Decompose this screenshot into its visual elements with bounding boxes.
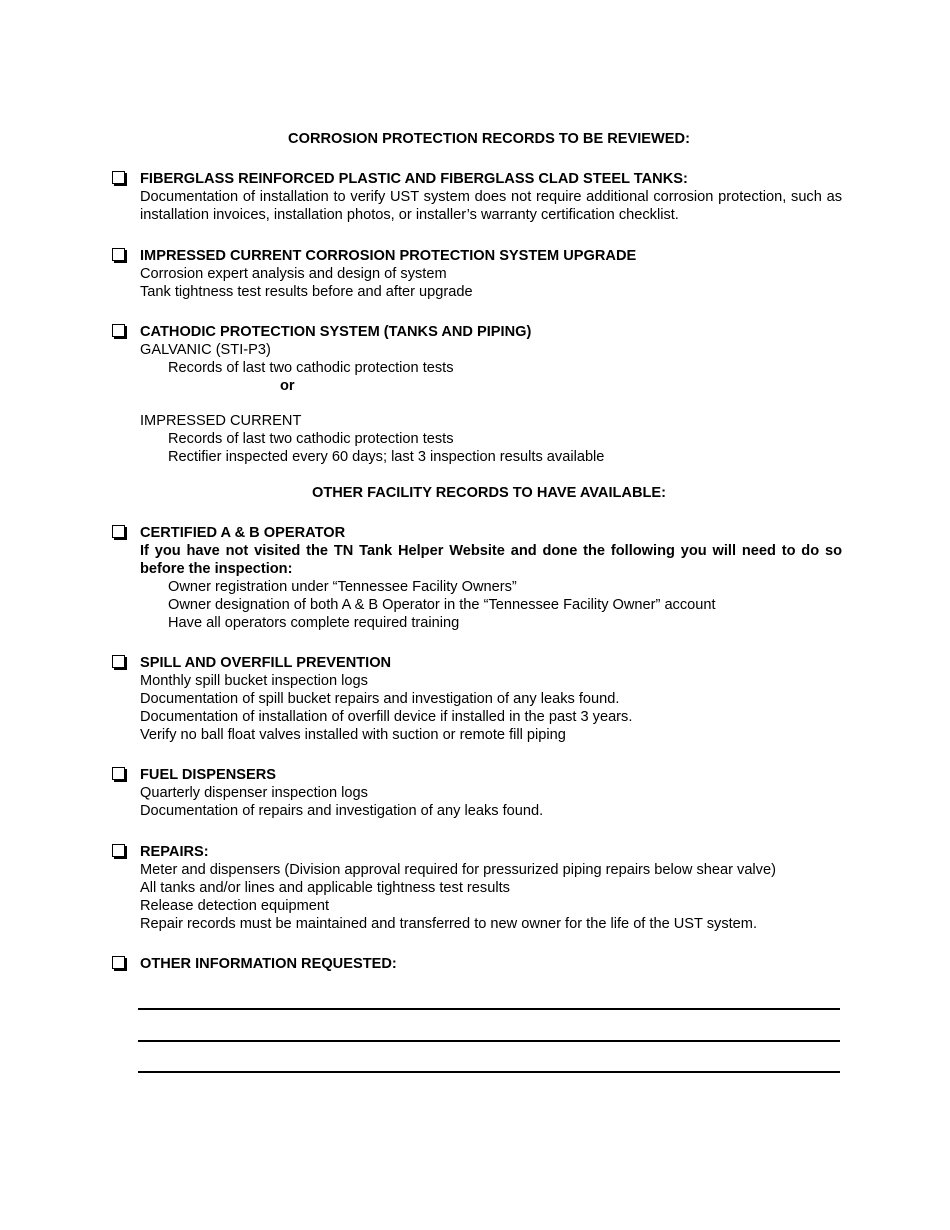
list-item: Records of last two cathodic protection tests <box>168 360 454 376</box>
list-item: Documentation of repairs and investigation of any leaks found. <box>140 803 544 819</box>
repairs-checkbox[interactable] <box>112 844 125 857</box>
spill-checkbox[interactable] <box>112 655 125 668</box>
spill-heading: SPILL AND OVERFILL PREVENTION <box>140 655 392 671</box>
other-records-title: OTHER FACILITY RECORDS TO HAVE AVAILABLE: <box>311 485 667 501</box>
operator-note: If you have not visited the TN Tank Helper Website and done the following you will need to do so before the inspection: <box>140 543 842 577</box>
list-item: Documentation of installation of overfill device if installed in the past 3 years. <box>140 709 633 725</box>
cathodic-heading: CATHODIC PROTECTION SYSTEM (TANKS AND PIPING) <box>140 324 532 340</box>
cathodic-checkbox[interactable] <box>112 324 125 337</box>
list-item: Release detection equipment <box>140 898 330 914</box>
answer-line[interactable] <box>138 1071 840 1073</box>
operator-checkbox[interactable] <box>112 525 125 538</box>
section-frp <box>112 170 842 224</box>
section-spill <box>112 654 842 744</box>
frp-heading: FIBERGLASS REINFORCED PLASTIC AND FIBERGLASS CLAD STEEL TANKS: <box>140 171 688 187</box>
section-other-info <box>112 955 842 973</box>
or-label: or <box>280 378 295 394</box>
list-item: Verify no ball float valves installed with suction or remote fill piping <box>140 727 566 743</box>
list-item: Records of last two cathodic protection tests <box>168 431 454 447</box>
section-impressed-upgrade <box>112 247 842 301</box>
galvanic-label: GALVANIC (STI-P3) <box>140 342 271 358</box>
list-item: Documentation of spill bucket repairs and investigation of any leaks found. <box>140 691 620 707</box>
dispensers-heading: FUEL DISPENSERS <box>140 767 276 783</box>
answer-line[interactable] <box>138 1040 840 1042</box>
other-info-heading: OTHER INFORMATION REQUESTED: <box>140 956 397 972</box>
operator-heading: CERTIFIED A & B OPERATOR <box>140 525 346 541</box>
impressed-upgrade-checkbox[interactable] <box>112 248 125 261</box>
section-dispensers <box>112 766 842 820</box>
list-item: Repair records must be maintained and transferred to new owner for the life of the UST system. <box>140 916 758 932</box>
list-item: Have all operators complete required training <box>168 615 460 631</box>
section-operator <box>112 524 842 632</box>
list-item: Owner designation of both A & B Operator in the “Tennessee Facility Owner” account <box>168 597 716 613</box>
list-item: Tank tightness test results before and after upgrade <box>140 284 473 300</box>
dispensers-checkbox[interactable] <box>112 767 125 780</box>
section-cathodic <box>112 323 842 466</box>
corrosion-records-title: CORROSION PROTECTION RECORDS TO BE REVIEWED: <box>288 131 690 147</box>
list-item: All tanks and/or lines and applicable tightness test results <box>140 880 510 896</box>
list-item: Owner registration under “Tennessee Facility Owners” <box>168 579 517 595</box>
list-item: Quarterly dispenser inspection logs <box>140 785 368 801</box>
answer-line[interactable] <box>138 1008 840 1010</box>
frp-checkbox[interactable] <box>112 171 125 184</box>
frp-text: Documentation of installation to verify UST system does not require additional corrosion protection, such as installation invoices, installation photos, or installer’s warranty certification checklist. <box>140 189 842 223</box>
impressed-current-label: IMPRESSED CURRENT <box>140 413 302 429</box>
other-info-checkbox[interactable] <box>112 956 125 969</box>
list-item: Meter and dispensers (Division approval required for pressurized piping repairs below shear valve) <box>140 862 776 878</box>
impressed-upgrade-heading: IMPRESSED CURRENT CORROSION PROTECTION SYSTEM UPGRADE <box>140 248 637 264</box>
list-item: Monthly spill bucket inspection logs <box>140 673 368 689</box>
section-repairs <box>112 843 842 933</box>
list-item: Rectifier inspected every 60 days; last 3 inspection results available <box>168 449 605 465</box>
repairs-heading: REPAIRS: <box>140 844 209 860</box>
list-item: Corrosion expert analysis and design of system <box>140 266 447 282</box>
